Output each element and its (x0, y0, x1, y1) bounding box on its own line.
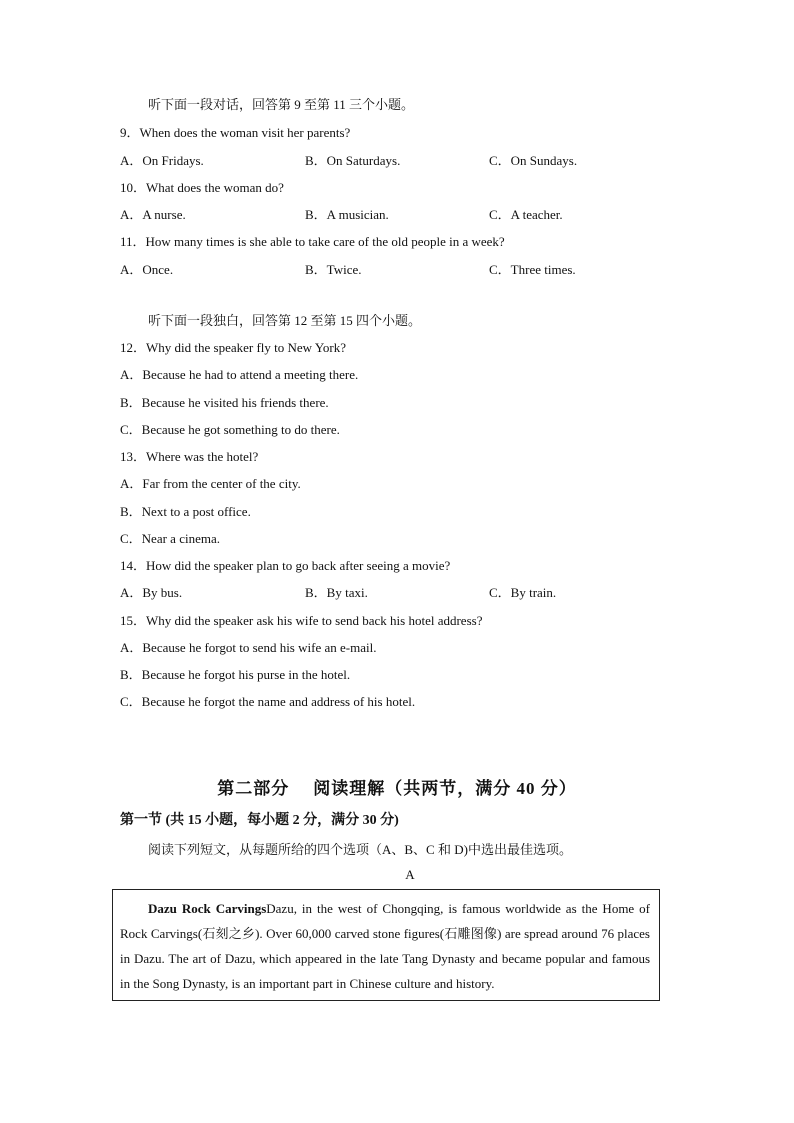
part-two-subtitle: 阅读理解（共两节，满分 40 分） (313, 779, 577, 798)
question-15-stem: 15．Why did the speaker ask his wife to send back his hotel address? (120, 613, 483, 628)
section-one-title: 第一节 (共 15 小题，每小题 2 分，满分 30 分) (120, 813, 399, 828)
question-11-option-b: B．Twice. (305, 262, 362, 277)
part-two-title (0, 778, 794, 800)
question-10-option-b: B．A musician. (305, 207, 389, 222)
question-9-option-a: A．On Fridays. (120, 153, 204, 168)
passage-title: Dazu Rock Carvings (148, 901, 267, 916)
question-10-option-a: A．A nurse. (120, 207, 186, 222)
question-9-option-c: C．On Sundays. (489, 153, 578, 168)
question-9-stem: 9．When does the woman visit her parents? (120, 125, 351, 140)
question-10-option-c: C．A teacher. (489, 207, 563, 222)
question-15-option-c: C．Because he forgot the name and address of his hotel. (120, 694, 416, 709)
question-11-stem: 11．How many times is she able to take care of the old people in a week? (120, 234, 505, 249)
question-9-option-b: B．On Saturdays. (305, 153, 401, 168)
question-11-option-a: A．Once. (120, 262, 174, 277)
question-12-option-c: C．Because he got something to do there. (120, 422, 340, 437)
passage-label: A (405, 867, 415, 882)
question-12-option-a: A．Because he had to attend a meeting there. (120, 367, 359, 382)
question-14-option-a: A．By bus. (120, 585, 183, 600)
question-10-stem: 10．What does the woman do? (120, 180, 284, 195)
monologue-intro: 听下面一段独白，回答第 12 至第 15 四个小题。 (148, 313, 422, 328)
question-14-stem: 14．How did the speaker plan to go back after seeing a movie? (120, 558, 451, 573)
question-13-option-b: B．Next to a post office. (120, 504, 251, 519)
question-14-option-c: C．By train. (489, 585, 557, 600)
question-12-stem: 12．Why did the speaker fly to New York? (120, 340, 347, 355)
question-13-stem: 13．Where was the hotel? (120, 449, 259, 464)
question-11-option-c: C．Three times. (489, 262, 576, 277)
question-12-option-b: B．Because he visited his friends there. (120, 395, 329, 410)
question-13-option-c: C．Near a cinema. (120, 531, 220, 546)
question-15-option-a: A．Because he forgot to send his wife an e-mail. (120, 640, 377, 655)
question-13-option-a: A．Far from the center of the city. (120, 476, 301, 491)
reading-instruction: 阅读下列短文，从每题所给的四个选项（A、B、C 和 D)中选出最佳选项。 (148, 842, 572, 857)
passage-text (120, 896, 650, 996)
part-two-label: 第二部分 (217, 779, 290, 798)
passage-body: Dazu, in the west of Chongqing, is famous worldwide as the Home of Rock Carvings(石刻之乡). Over 60,000 carved stone figures(石雕图像) are spread around 76 places in Dazu. The art of Dazu, which appeared in the late Tang Dynasty and became popular and famous in the Song Dynasty, is an important part in Chinese culture and history. (120, 901, 650, 991)
passage-box (112, 889, 660, 1001)
question-15-option-b: B．Because he forgot his purse in the hotel. (120, 667, 351, 682)
dialogue-intro: 听下面一段对话，回答第 9 至第 11 三个小题。 (148, 97, 415, 112)
question-14-option-b: B．By taxi. (305, 585, 368, 600)
